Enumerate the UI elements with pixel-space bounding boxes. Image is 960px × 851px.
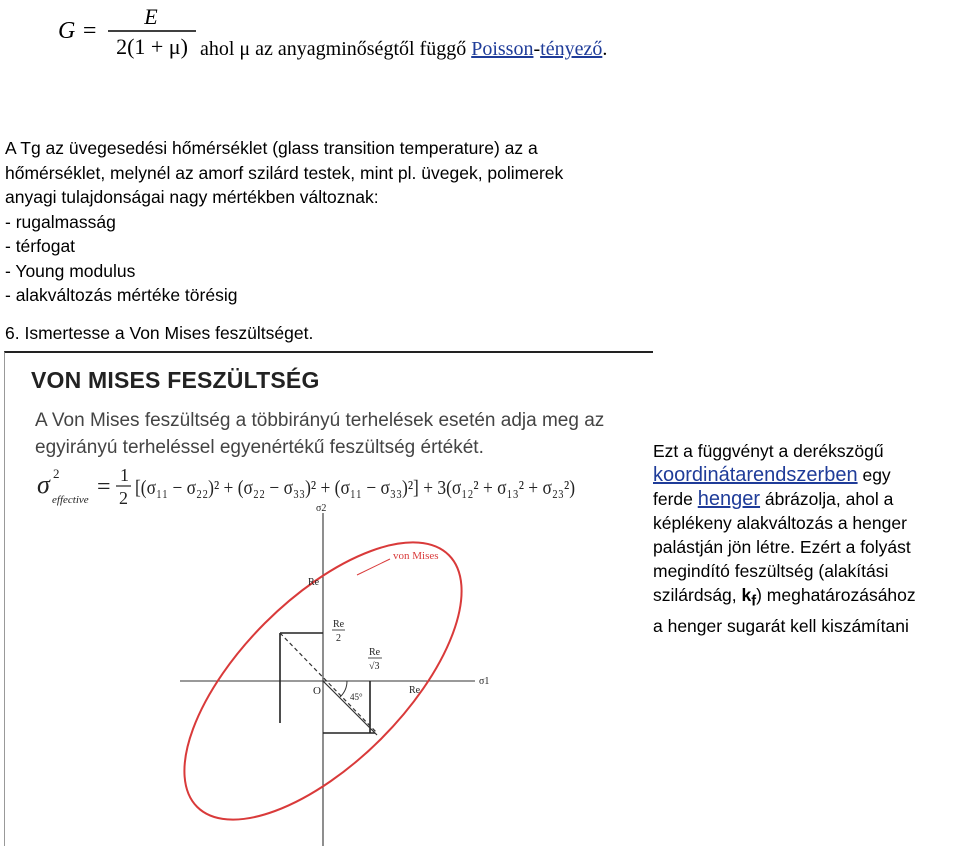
label-re-half-den: 2 — [336, 633, 341, 644]
von-mises-figure — [4, 351, 653, 846]
koordinata-link[interactable]: koordinátarendszerben — [653, 464, 858, 486]
formula-lhs: G = — [58, 18, 98, 44]
label-origin: O — [313, 685, 321, 697]
label-re-top: Re — [308, 577, 320, 588]
label-connector — [357, 559, 390, 575]
eq-sigma: σ — [37, 470, 50, 499]
question-6: 6. Ismertesse a Von Mises feszültséget. — [5, 323, 314, 343]
label-sigma2: σ2 — [316, 503, 327, 514]
poisson-link[interactable]: Poisson — [471, 38, 534, 60]
eq-half-den: 2 — [119, 488, 128, 508]
tg-paragraph — [5, 136, 665, 308]
paragraph-line: hőmérséklet, melynél az amorf szilárd testek, mint pl. üvegek, polimerek — [5, 162, 564, 183]
formula-denominator: 2(1 + μ) — [116, 34, 188, 59]
eq-body: [(σ₁₁ − σ₂₂)² + (σ₂₂ − σ₃₃)² + (σ₁₁ − σ₃₃)²] + 3(σ₁₂² + σ₁₃² + σ₂₃²) — [135, 477, 575, 499]
diagonal-dashed — [280, 633, 377, 733]
label-von-mises: von Mises — [393, 550, 439, 562]
paragraph-line: - Young modulus — [5, 260, 136, 281]
tenyezo-link[interactable]: tényező — [540, 38, 603, 60]
paragraph-line: - rugalmasság — [5, 211, 116, 232]
shear-modulus-formula — [56, 4, 206, 64]
paragraph-line: anyagi tulajdonságai nagy mértékben változnak: — [5, 187, 379, 207]
yield-diagram — [5, 503, 653, 846]
label-re-half-num: Re — [333, 619, 345, 630]
eq-sup2: 2 — [53, 466, 60, 481]
label-angle: 45° — [350, 692, 363, 702]
label-sigma1: σ1 — [479, 676, 490, 687]
formula-numerator: E — [144, 4, 158, 29]
poisson-sentence: ahol μ az anyagminőségtől függő Poisson-tényező. — [200, 38, 608, 60]
eq-half-num: 1 — [120, 465, 129, 485]
eq-equals: = — [97, 474, 111, 500]
diagonal-solid — [323, 681, 377, 735]
henger-link[interactable]: henger — [697, 488, 761, 510]
paragraph-line: A Tg az üvegesedési hőmérséklet (glass transition temperature) az a — [5, 138, 538, 158]
paragraph-line: - alakváltozás mértéke törésig — [5, 285, 238, 305]
paragraph-line: - térfogat — [5, 236, 76, 256]
kf-symbol: $k_f$ — [741, 585, 757, 610]
figure-description: A Von Mises feszültség a többirányú terhelések esetén adja meg az egyirányú terheléssel egyenértékű feszültség értékét. — [35, 410, 605, 458]
figure-title: VON MISES FESZÜLTSÉG — [31, 367, 320, 393]
eq-sub-effective: effective — [52, 494, 89, 506]
label-re-sqrt-num: Re — [369, 647, 381, 658]
angle-arc — [340, 681, 347, 697]
label-re-x: Re — [409, 685, 421, 696]
label-re-sqrt-den: √3 — [369, 661, 380, 672]
side-explanation: Ezt a függvényt a derékszögű koordinátarendszerben egy ferde henger ábrázolja, ahol a képlékeny alakváltozás a henger palástján jön létre. Ezért a folyást megindító feszültség (alakítási szilárdság, $k_f$) meghatározásához a henger sugarát kell kiszámítani — [653, 441, 916, 636]
